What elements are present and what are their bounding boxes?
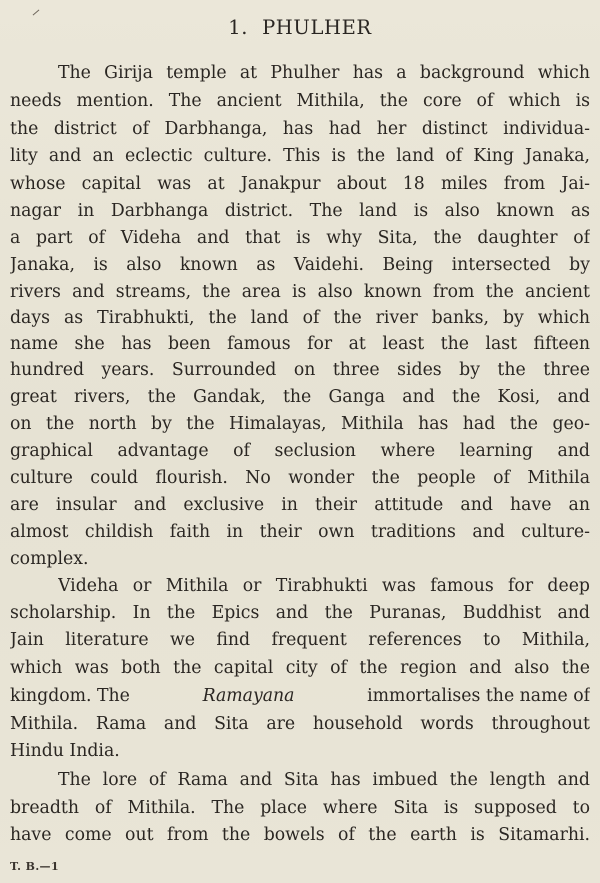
text-line: lity and an eclectic culture. This is the land of King Janaka, bbox=[10, 146, 590, 166]
text-segment: immortalises the name of bbox=[367, 686, 590, 706]
italic-title: Ramayana bbox=[202, 686, 295, 706]
text-line: Videha or Mithila or Tirabhukti was famous for deep bbox=[58, 576, 590, 596]
text-line: The Girija temple at Phulher has a background which bbox=[58, 63, 590, 83]
text-line: a part of Videha and that is why Sita, the daughter of bbox=[10, 228, 590, 248]
text-line: hundred years. Surrounded on three sides by the three bbox=[10, 360, 590, 380]
text-line: complex. bbox=[10, 549, 89, 569]
text-line: the district of Darbhanga, has had her distinct individua- bbox=[10, 119, 590, 139]
text-line: whose capital was at Janakpur about 18 miles from Jai- bbox=[10, 174, 590, 194]
text-line: culture could flourish. No wonder the people of Mithila bbox=[10, 468, 590, 488]
chapter-title: PHULHER bbox=[262, 16, 372, 39]
corner-mark bbox=[33, 10, 40, 16]
text-line: name she has been famous for at least the last fifteen bbox=[10, 334, 590, 354]
text-line: have come out from the bowels of the earth is Sitamarhi. bbox=[10, 825, 590, 845]
text-line: Jain literature we find frequent references to Mithila, bbox=[10, 630, 590, 650]
text-line: are insular and exclusive in their attitude and have an bbox=[10, 495, 590, 515]
text-line: on the north by the Himalayas, Mithila has had the geo- bbox=[10, 414, 590, 434]
text-line: almost childish faith in their own traditions and culture- bbox=[10, 522, 590, 542]
text-line: graphical advantage of seclusion where learning and bbox=[10, 441, 590, 461]
text-line: breadth of Mithila. The place where Sita is supposed to bbox=[10, 798, 590, 818]
text-line: scholarship. In the Epics and the Puranas, Buddhist and bbox=[10, 603, 590, 623]
text-line: The lore of Rama and Sita has imbued the length and bbox=[58, 770, 590, 790]
text-line: needs mention. The ancient Mithila, the core of which is bbox=[10, 91, 590, 111]
signature-mark: T. B.—1 bbox=[10, 860, 60, 873]
text-line bbox=[10, 683, 590, 709]
text-line: which was both the capital city of the region and also the bbox=[10, 658, 590, 678]
text-line: Janaka, is also known as Vaidehi. Being intersected by bbox=[10, 255, 590, 275]
text-line: nagar in Darbhanga district. The land is also known as bbox=[10, 201, 590, 221]
text-line: days as Tirabhukti, the land of the river banks, by which bbox=[10, 308, 590, 328]
text-line: Hindu India. bbox=[10, 741, 120, 761]
chapter-number: 1. bbox=[228, 16, 249, 39]
text-line: Mithila. Rama and Sita are household words throughout bbox=[10, 714, 590, 734]
chapter-heading bbox=[0, 16, 600, 39]
text-line: great rivers, the Gandak, the Ganga and the Kosi, and bbox=[10, 387, 590, 407]
text-line: rivers and streams, the area is also known from the ancient bbox=[10, 282, 590, 302]
text-segment: kingdom. The bbox=[10, 686, 130, 706]
